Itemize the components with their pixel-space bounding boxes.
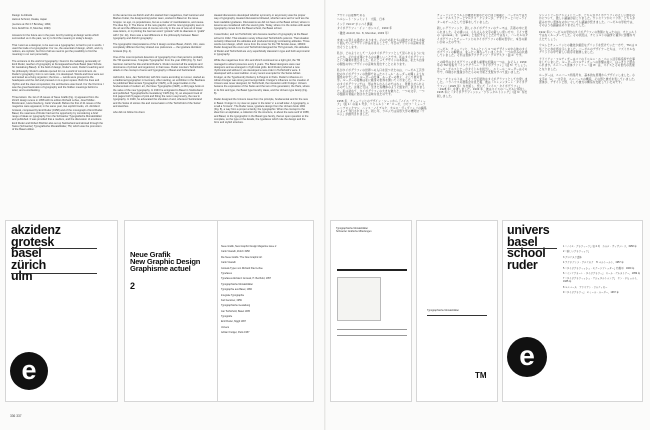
- right-page: [325, 0, 650, 430]
- list-item: Typographie aus Basel, 1960: [221, 288, 252, 292]
- list-item: Emil Ruder, Niggli 1967: [221, 320, 246, 324]
- right-column-3: [539, 14, 637, 219]
- rule: [507, 248, 557, 249]
- paragraph: While the magazines from Ulm and Zürich continued on a tight grid, the TM managed to attract presence every 3 years. The Basel designers were new designers and as arranged in rhythmical grids. Emil Ruder preferred a new rhythmical and without it; we developed a new order in Tschichold's were. It developed with a new tradition. A very recent exemplar for the Swiss Adrian Frutiger, at the Typefoundry Deberny & Peignot in Paris. Ruder's influence on Adrian Frutiger was strong and recognizable. Frutiger's influence on the creation of Univers was never designed, for Tschichold, the interaction with Frutiger. Univers became the expression of the Swiss and the two of his generation; the Paris, where in its first and type, the Basel type foundry Haas, and the Univers type family (Fig. 8).: [214, 59, 310, 95]
- paragraph: The entrance to the world of typography I found in the radiating personality of Emil Ruder, teacher of typography at Kunstgewerbeschule Basel (later Schule für Gestaltung Basel). In the field of design, Ruder's work, Ruder's teaching and his philosophy. Ruder's attitude opened for me a world of commitment. As Ruder's typography, form is not made, it is developed. Words and lines were set and tested as a living organism; the lines — words were grouped to the headspace and the clef and pressed on to a given space. Both the lines and rhythm and the clear composition; the architecture was found. For the first time I saw the great fascination of typography and the hidden meanings behind a letter, and a wordsetting.: [12, 59, 104, 93]
- list-item: Jan Tschichold, Basel 1935: [221, 309, 250, 313]
- jp-figure-list: [563, 245, 641, 297]
- list-item: Adrian Frutiger, Paris 1957: [221, 331, 250, 335]
- tm-header: [336, 227, 408, 233]
- tm-header-line: Schweizer Grafische Mitteilungen: [336, 230, 372, 233]
- list-item: 1『ノイエ・グラフィーク』第 2 号 カルロ・ヴィヴァレリ、1958 年: [563, 245, 637, 248]
- paragraph: Heated discussions developed whether symmetry or asymmetry was the proper way of typography. Heated discussions followed, whether sans serif or serif are the best readable typefaces. Discussions we did not have at the Basel school, where in lessons we considered with the sound grids. Today, where it is the sixties with aerial typography comes from the Basel school, the Basel school.: [214, 14, 310, 30]
- rule: [337, 335, 407, 336]
- letter-e-glyph: e: [519, 340, 535, 371]
- page-numbers: 336 337: [10, 414, 22, 418]
- specimen-akzidenz-grotesk: [5, 220, 118, 402]
- univers-words: univers basel school ruder: [507, 223, 550, 272]
- list-item: 9『タイポグラフィ』 エミール・ルーダー、1967 年: [563, 291, 619, 295]
- tm-caption: Typographische Monatsblätter: [427, 309, 460, 312]
- jp-source-2: タイポグラフィ・イン・ボンベイ、1993 年: [337, 27, 393, 31]
- issue-number: 2: [130, 281, 136, 291]
- article-author: Helmut Schmid, Osaka, Japan: [12, 18, 48, 22]
- jp-paragraph: アドリアン・フルティガーはパリのドベルニ・エ・ペニョ活字鋳造所で仕事をしていました。ルーダーのフルティガーへの影響は強く、はっきりと認められます。ユニバース書体ファミリー（図 8）は、スイスとその世代の表現となりました。: [539, 57, 636, 71]
- jp-paragraph: 1958 年、チューリッヒのデザイン・シーンから『ノイエ・グラフィーク』（図 1）の第 1 号が、リヒャルト・P・ローゼ、ヨゼフ・ミューラー＝ブロックマン、ハンス・ノイブルク、カルロ・ヴィヴァレリの編集によって刊行されました。同じ年、ウルムでは造形大学の機関誌『ウルム』が創刊されました。: [337, 99, 427, 117]
- right-column-2: [437, 14, 529, 219]
- article-source-2: from Akzidf No. 8, Mumbai, 1993): [12, 26, 51, 30]
- list-item: Die Neue Grafik / The New Graphic Art: [221, 255, 263, 259]
- list-item: Univers: [221, 325, 230, 329]
- divider: [217, 221, 218, 402]
- paragraph: That I went as a designer, to be seen as a typographer, is hard to put in words. I used the trade of a typographer. For me, the essential of design, which, and my notions, are stylistic, but first of all we need to get the possibility to find the meaning in our own personality.: [12, 43, 104, 57]
- rule: [11, 273, 97, 274]
- left-column-1: [12, 14, 104, 219]
- jp-paragraph: ヤン・チヒョルトは、ドイツで伝統的なタイポグラファとして出発しました。バウハウスの展覧会を見た後、彼は『エレメンターレ・タイポグラフィ』（1925 年）を出版し、続いて『ノイエ・タイポグラフィ』（1928 年）を著しました。1933 年、彼はスイスのバーゼルに移住し、1935 年に『タイポグラフィッシェ・ゲシュタルトゥング』（図 9）を出版しました。: [437, 77, 529, 98]
- list-item: Typografie: [221, 315, 233, 319]
- paragraph: Jahrzehnt, lives, Jan Tschichold, with first mains according to rumour, started as a traditional typographer in Germany. After starting, an exhibition in the Bauhaus he published 'Elementare Typographie' (1925), a 24 page booklet on the fundamentals of modern art, the Neue Typographie (1928), a 240 page book on the value of the new typography. In 1933 he emigrated to Basel in Switzerland and published 'Typographische Gestaltung' 1935 (Fig. 9), an eloquent book of 112 pages both 5 pages of pink and fitting the new in asymmetry, the new in typography. In 1946, he advocated the shoulder of and, wherever Switzerland and the Swiss of stories 'die and conservation of the Tschichold of the Swiss' and sketches.: [113, 75, 205, 108]
- neue-grafik-cover: [126, 221, 216, 402]
- jp-paragraph: チューリッヒとウルムが雑誌を始めたのと同じ時期に、バーゼルではカール・ゲルストナーとマルクス・クッターが、デザイナーとコピーライターのチームとして仕事をしていました。: [437, 14, 528, 24]
- rule: [11, 248, 97, 249]
- paragraph: Three letters: the 1st of 16 issues of Neue Grafik (Fig. 1) appeared from the Zürich design scene in 1958 with its editors Richard Lohse, Josef Müller-Brockmann, Hans Neuburg, Carlo Vivarelli. Before the first of 21 issues of the magazine were appeared, in the same year, two explicit books, viz. Akzidenz Grotesk, composed by Emil Ruder (1958) and of the monograph of Emil Ruder. Basel, the nearness of Ruder had set the opportunity by considering a brief range of ideas on typography from the Schweizer Typografische Monatsblätter and published. It was provided that a medium, and the discussion of emotions. Emil Ruder and Robert Büchler also set up Switzerland and abroad through the Swiss (Schweizer) Typografische Monatsblätter, TM, which was the promotion of the Basel edition.: [12, 95, 103, 132]
- jp-source: インド ISC17 ボンベイ講演: [337, 22, 373, 26]
- list-item: 8 ユニバース アドリアン・フルティガー: [563, 285, 608, 289]
- list-item: Carlo Vivarelli, Zürich 1958: [221, 250, 250, 254]
- specimen-neue-grafik: [124, 220, 314, 402]
- list-item: Carlo Vivarelli: [221, 261, 236, 265]
- jp-paragraph: シンメトリーかアシンメトリーか、どちらがタイポグラフィの正しい道なのかについて、激しい議論が起こりました。サンセリフかセリフか、どちらが読みやすい書体なのかについても議論が続きました。バーゼルの学校では、そのような議論はありませんでした。: [539, 14, 636, 28]
- jp-paragraph: ウルムとチューリッヒの雑誌が厳密なグリッドを続けていた一方で、TM は 3 年ごとに存在感を示しました。バーゼルのデザイナーたちは、リズミカルなグリッドの中で新しい秩序を展開しました。: [539, 44, 637, 55]
- left-column-3: [214, 14, 310, 219]
- rule: [337, 329, 407, 330]
- list-item: 7『タイポグラフィッシェ・ゲシュタルトゥング』 ヤン・チヒョルト、1935 年: [563, 277, 639, 284]
- black-circle: [507, 337, 547, 377]
- paragraph: One of the most important detectors of typography from that period is probably the TM special issue, 'Integrale Typographie' from the year 1959 (Fig. 5). Karl Gerstner carried the title and Emil Ruder's. Ruder covered all the analysis and dominance of printed and organized, in that issue. Ruder counters Tschichold's attack on the concept of sans serif typography in Basel and Switzerland.: [113, 56, 204, 73]
- list-item: 2『新しいグラフィック』: [563, 250, 591, 254]
- list-item: 6『インテグラーレ・タイポグラフィ』 カール・ゲルストナー、1959 年: [563, 271, 641, 275]
- list-item: Typefaces: [221, 271, 232, 275]
- jp-paragraph: 私が、どのようにして一人のタイポグラファとして見られるようになったか、それを言葉にするのは難しいことです。私はタイポグラファという職業を選びました。私にとってデザインの本質は、私たち自身の個性の中にデザインの意味を見出すことにあります。: [337, 52, 425, 66]
- paragraph: The typographic interpretations of the 3 design centres Basel, Zürich, Ulm, were completely different but they shared one preference — the typeface Akzidenz Grotesk (Fig. 4).: [113, 43, 205, 53]
- article-source: (Lecture at ISC 17 Bombay, 1993,: [12, 22, 52, 26]
- paragraph: Answers for the future are in the past. And by looking at design works which surrounded us in the past, we try to find the meaning in today's design.: [12, 34, 99, 41]
- article-title: Design Is Attitude: [12, 14, 33, 17]
- jp-paragraph: 私がタイポグラフィの世界への入口を見つけたのは、バーゼル工芸学校のタイポグラフィの教師であったエミール・ルーダーの輝くような個性の中でした。ルーダーの仕事、ルーダーの教え、そして彼の哲学。ルーダーの姿勢は私に献身の世界を開いてくれました。ルーダーのタイポグラフィでは、形は作られるものではなく、発展させられるものでした。言葉と行は、生きた有機体のように組まれ、試されました。私は初めて、タイポグラフィの大きな魅力と、一つの文字、一つの組版の背後に隠された意味を見たのです。: [337, 69, 426, 97]
- list-item: Karl Gerstner, 1959: [221, 298, 242, 302]
- paragraph: Ruder designed the Univers issue from the principle, fundamental and for the new in Basel. Frutiger in my view on paper in the letter 'e' a small letter. A typography, a small a 'Univers'. The Ruder issue, typeface design from the Univers book 1961 (Fig. 8), a way from a proper a family, the typographic. When the concept to the idea from an alphabet, a collection for the structure, in about the sans serif of 1958, and Basel, to the typographic in the Basel type family, that an open question to the complete, so the type or the details, the typefaces which rule the design and the form and stylish structure.: [214, 98, 310, 125]
- jp-paragraph: 未来への答えは過去にあります。そのため私たちは過去に私たちを取り囲んでいたデザイン作品を見ることで、今日のデザインの意味を見出そうとします。: [337, 39, 425, 49]
- list-item: 5『タイポグラフィッシェ・モナーツブレッター』特集号 1960 年: [563, 266, 635, 270]
- tm-header-line: Typographische Monatsblätter: [336, 227, 369, 230]
- specimen-tm-cover: [416, 220, 498, 402]
- list-item: Integrale Typographie: [221, 293, 245, 297]
- specimen-block: [337, 277, 381, 321]
- jp-paragraph: 1942 年にバーゼルの学校のタイポグラフィの教師になったのは、チヒョルトではなくルーダーでした。その状況は、チヒョルトの論争に確かに影響を与えたでしょう。: [539, 30, 637, 41]
- left-column-2: [113, 14, 205, 219]
- jp-paragraph: ルーダーは、ユニバース特集号を、基本的な原理からデザインしました。小文字の「e」一文字が、ユニバースの構造、その形と様式を表していました。書体が、デザインと形、そして様式の構造を支配していたのです。: [539, 74, 637, 85]
- letter-e-glyph: e: [21, 355, 37, 385]
- right-column-1: [337, 14, 427, 219]
- list-item: Typographische Gestaltung: [221, 304, 251, 308]
- list-item: 3 グロテスク書体: [563, 255, 582, 259]
- paragraph: It was Ruder, and not Tschichold, who became teacher of typography at the Basel school in 1942. That situation surely influenced Tschichold's polemic. That situation certainly influenced the attitudes and produced strongly contrasting attitudes. Three words over design, which come from the cover for the TM Sonder-issue, 1960/3. Ruder designed the cover and Tschichold designed the TM typomark, this attitudes of Ruder and Tschichold are very superficially classical in type and both asymmetric in typography.: [214, 33, 310, 56]
- rule: [337, 269, 407, 271]
- jp-article-title: デザインは姿勢である: [337, 14, 366, 17]
- figure-list: [221, 245, 309, 337]
- specimen-univers: [502, 220, 643, 402]
- jp-paragraph: バーゼル、チューリッヒ、ウルムという 3 つのデザインの中心地のタイポグラフィの解釈は、まったく異なっていましたが、一つの好みは共通していました。それは書体アクチデンツ・グロテスク（図 4）です。: [437, 47, 528, 58]
- jp-source-3: （雑誌 Akzidf, No. 8, Mumbai, 1993 年）: [337, 31, 391, 35]
- list-item: 4 アクチデンツ・グロテスク H. ベルトールト、1957 年: [563, 261, 624, 265]
- rule: [427, 315, 487, 316]
- jp-paragraph: 新しいグラフィック、新しいタイポグラフィのテーマは、芸術の中に見られました。その違いは、もちろん小文字の新しい使い方や、ドイツ語の「grotesk」を「grafik」と表記することだけではなく、バーゼルのタイポグラフィとチューリッヒのタイポグラフィの間の哲学に、本当の違いがあったのです。: [437, 27, 529, 45]
- jp-paragraph: この時代のタイポグラフィの最も重要な記録の一つは、おそらく 1959 年の TM 特集号『インテグラーレ・タイポグラフィ』（図 5）でしょう。カール・ゲルストナーがタイトルを担当し、エミール・ルーダーはその号で、印刷され組織されたものの分析と支配をすべて扱いました。: [437, 61, 529, 75]
- paragraph: At the same time as Zürich and Ulm started their magazines, Karl Gerstner and Markus Kutter, the designer/copywriter team, worked in Basel on the issue Gruppe: no ego, no populariness, but as a matter of manifestations, and cause. The idea Fig. 3: The theme of the new graphic, and the new typography seen in the art and the difference was of course not only in the use of new art of lower case letters, or in printing the German word “grotesk” with its diaeresis in “grafik” with f (Gr..rik), there was a real difference in the philosophy between Basel typography and Zürich typography.: [113, 14, 205, 40]
- tm-logo: TM: [475, 371, 487, 380]
- black-circle: [10, 352, 48, 390]
- list-item: Grotesk-Typen von Richard Paul Lohse: [221, 266, 263, 270]
- neue-grafik-title: Neue Grafik New Graphic Design Graphisme actuel: [130, 250, 201, 274]
- specimen-tm-page: [330, 220, 412, 402]
- paragraph: who did not follow his client.: [113, 111, 146, 115]
- list-item: Typographische Monatsblätter: [221, 282, 254, 286]
- list-item: Typefaces Akzidenz Grotesk, H. Berthold, 1957: [221, 277, 272, 281]
- list-item: Neue Grafik, New Graphic Design Magazine issue 2: [221, 245, 277, 248]
- jp-article-author: ヘルムート・シュミット 大阪、日本: [337, 18, 385, 22]
- specimen-words: akzidenz grotesk basel zürich ulm: [11, 223, 61, 283]
